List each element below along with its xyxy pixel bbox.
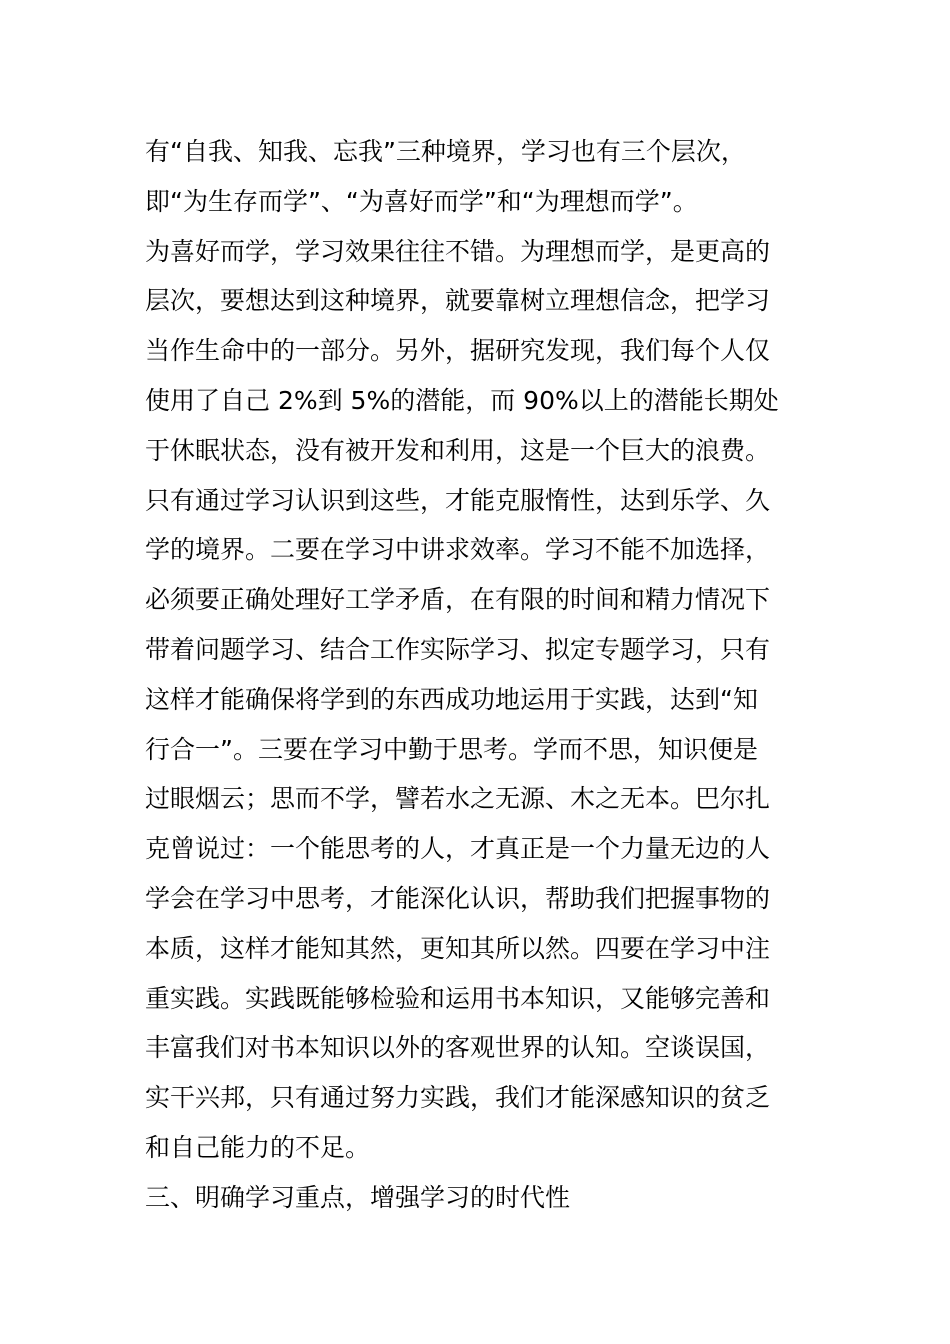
text-line: 学的境界。二要在学习中讲求效率。学习不能不加选择， (145, 535, 771, 565)
text-line: 只有通过学习认识到这些，才能克服惰性，达到乐学、久 (145, 485, 771, 515)
text-line: 克曾说过：一个能思考的人，才真正是一个力量无边的人 (145, 834, 771, 864)
text-line: 丰富我们对书本知识以外的客观世界的认知。空谈误国， (145, 1033, 771, 1063)
text-line: 带着问题学习、结合工作实际学习、拟定专题学习，只有 (145, 634, 771, 664)
text-line: 过眼烟云；思而不学，譬若水之无源、木之无本。巴尔扎 (145, 784, 771, 814)
text-line: 为喜好而学，学习效果往往不错。为理想而学，是更高的 (145, 236, 771, 266)
text-line: 这样才能确保将学到的东西成功地运用于实践，达到“知 (145, 684, 758, 714)
section-heading: 三、明确学习重点，增强学习的时代性 (145, 1182, 571, 1212)
text-line: 使用了自己 2%到 5%的潜能，而 90%以上的潜能长期处 (145, 385, 779, 415)
text-line: 行合一”。三要在学习中勤于思考。学而不思，知识便是 (145, 734, 758, 764)
text-line: 和自己能力的不足。 (145, 1132, 371, 1162)
text-line: 当作生命中的一部分。另外，据研究发现，我们每个人仅 (145, 336, 771, 366)
text-line: 有“自我、知我、忘我”三种境界，学习也有三个层次， (145, 137, 746, 166)
text-line: 必须要正确处理好工学矛盾，在有限的时间和精力情况下 (145, 585, 771, 615)
text-line: 学会在学习中思考，才能深化认识，帮助我们把握事物的 (145, 883, 771, 913)
text-line: 即“为生存而学”、“为喜好而学”和“为理想而学”。 (145, 186, 698, 216)
text-line: 本质，这样才能知其然，更知其所以然。四要在学习中注 (145, 933, 771, 963)
text-line: 层次，要想达到这种境界，就要靠树立理想信念，把学习 (145, 286, 771, 316)
text-line: 实干兴邦，只有通过努力实践，我们才能深感知识的贫乏 (145, 1083, 771, 1113)
text-line: 于休眠状态，没有被开发和利用，这是一个巨大的浪费。 (145, 435, 771, 465)
text-line: 重实践。实践既能够检验和运用书本知识，又能够完善和 (145, 983, 771, 1013)
body-text (145, 127, 825, 1223)
